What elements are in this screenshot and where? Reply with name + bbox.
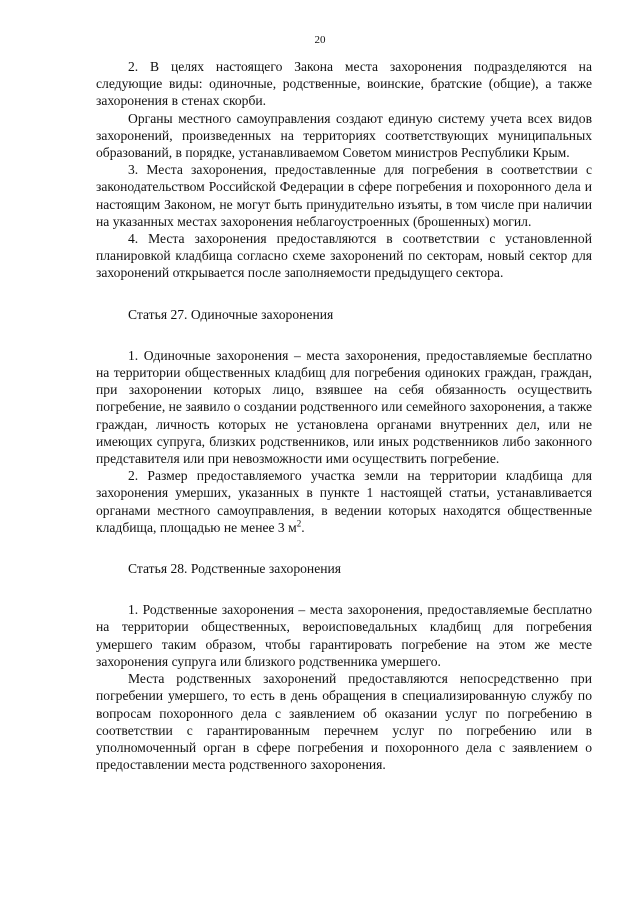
paragraph-registry: Органы местного самоуправления создают единую систему учета всех видов захоронений, произведенных на территориях соответствующих муниципальных образований, в порядке, устанавливаемом Советом министров Республики Крым. (96, 110, 592, 161)
article-27-paragraph-1: 1. Одиночные захоронения – места захоронения, предоставляемые бесплатно на территории общественных кладбищ для погребения одиноких граждан, граждан, при захоронении которых лицо, взявшее на себя обязанность осуществить погребение, не заявило о создании родственного или семейного захоронения, а также граждан, личность которых не установлена органами внутренних дел, или не имеющих супруга, близких родственников, или иных родственников либо законного представителя или при невозможности ими осуществить погребение. (96, 347, 593, 467)
article-28-paragraph-places: Места родственных захоронений предоставляются непосредственно при погребении умершего, то есть в день обращения в специализированную службу по вопросам похоронного дела с заявлением об оказании услуг по погребению в соответствии с гарантированным перечнем услуг по погребению или в уполномоченный орган в сфере погребения и похоронного дела с заявлением о предоставлении места родственного захоронения. (96, 671, 592, 773)
page-number: 20 (314, 34, 326, 46)
paragraph-2: 2. В целях настоящего Закона места захоронения подразделяются на следующие виды: одиночные, родственные, воинские, братские (общие), а также захоронения в стенах скорби. (96, 59, 592, 109)
article-27-heading: Статья 27. Одиночные захоронения (128, 306, 334, 322)
paragraph-4: 4. Места захоронения предоставляются в соответствии с установленной планировкой кладбища согласно схеме захоронений по секторам, новый сектор для захоронений открывается после заполняемости предыдущего сектора. (96, 231, 592, 281)
square-meter-superscript: 2 (296, 518, 302, 529)
article-27-paragraph-2 (96, 467, 592, 536)
paragraph-3: 3. Места захоронения, предоставленные для погребения в соответствии с законодательством Российской Федерации в сфере погребения и похоронного дела и настоящим Законом, не могут быть принудительно изъяты, в том числе при наличии на указанных местах захоронения неблагоустроенных (брошенных) могил. (96, 162, 592, 229)
document-body (96, 58, 592, 773)
article-27-paragraph-2-text: 2. Размер предоставляемого участка земли на территории кладбища для захоронения умерших, указанных в пункте 1 настоящей статьи, устанавливается органами местного самоуправления, в ведении которых находятся общественные кладбища, площадью не менее 3 м (96, 468, 592, 535)
article-27-paragraph-2-tail: . (301, 519, 305, 535)
article-28-paragraph-1: 1. Родственные захоронения – места захоронения, предоставляемые бесплатно на территории общественных, вероисповедальных кладбищ для погребения умершего таким образом, чтобы гарантировать погребение на этом же месте захоронения супруга или близкого родственника умершего. (96, 602, 592, 669)
article-28-heading: Статья 28. Родственные захоронения (128, 561, 342, 577)
